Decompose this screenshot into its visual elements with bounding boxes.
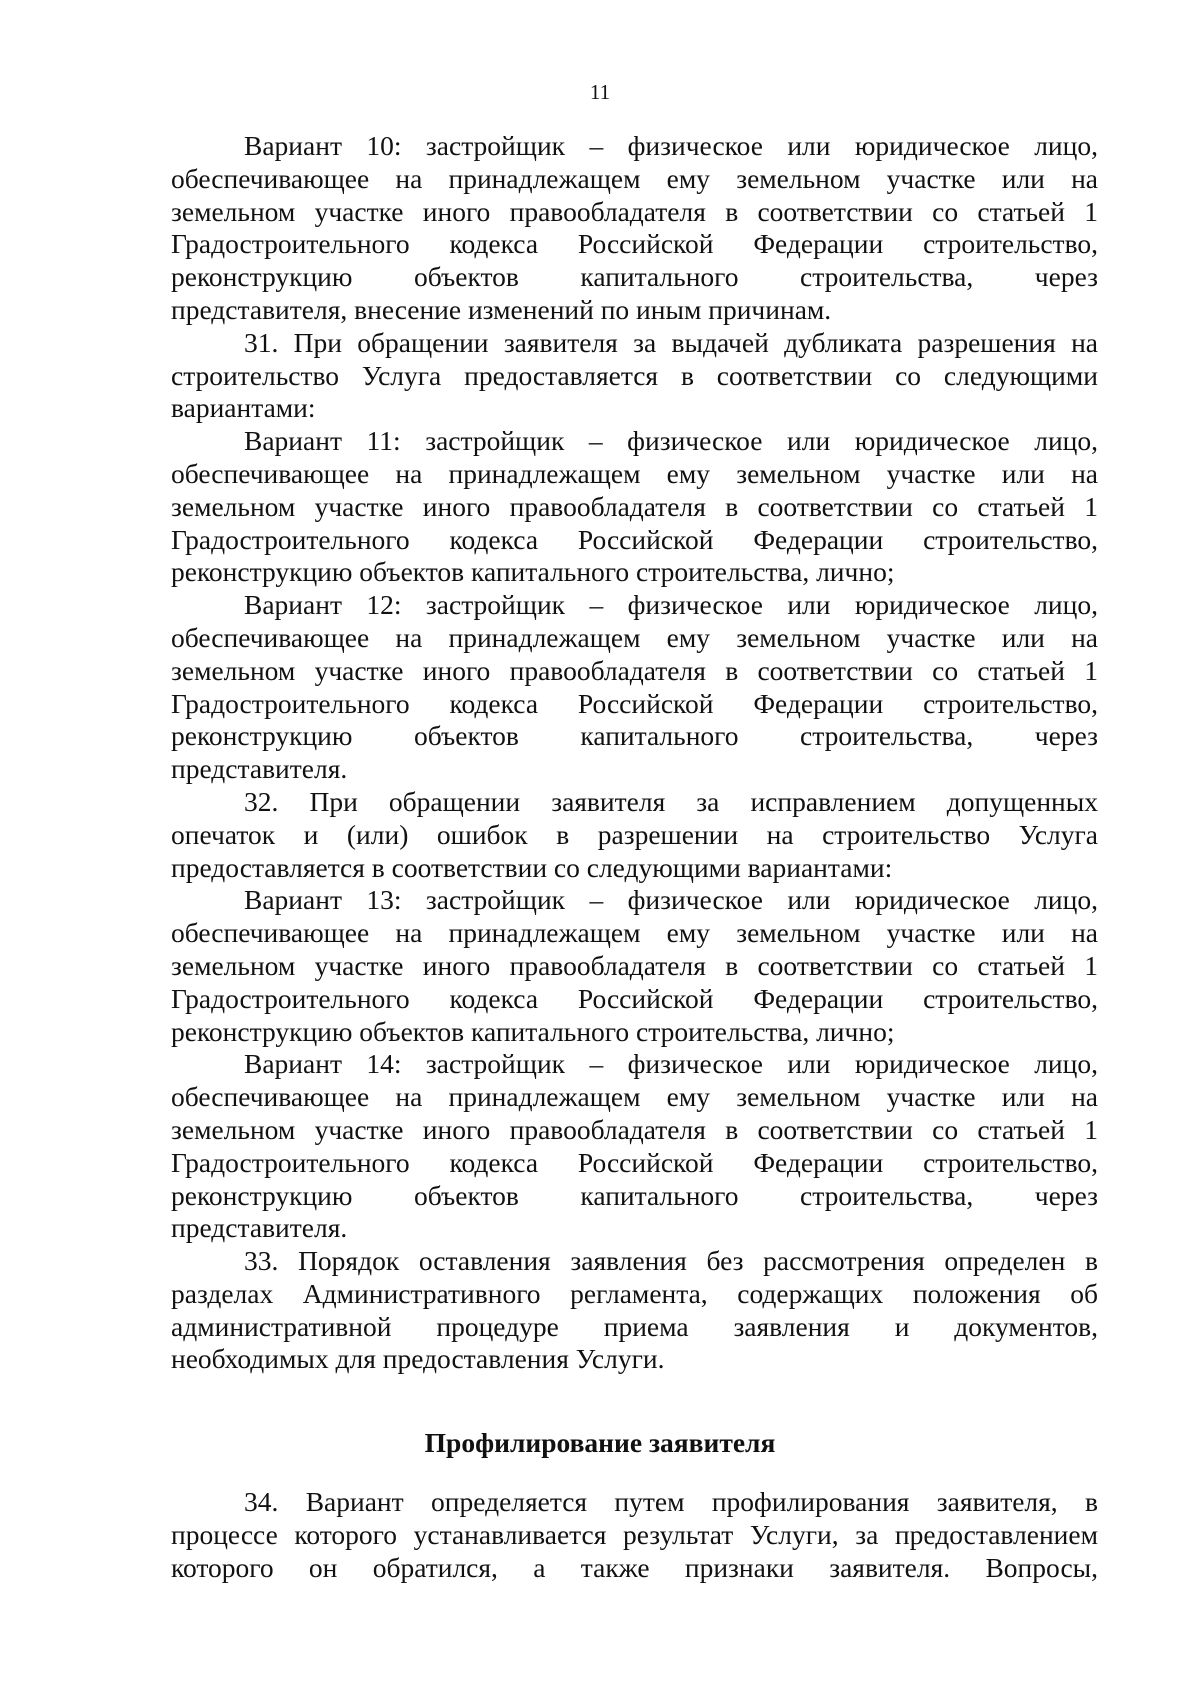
text-line: Вариант 12: застройщик – физическое или юридическое лицо, <box>244 589 1098 621</box>
text-line: представителя. <box>171 1212 348 1244</box>
text-line: обеспечивающее на принадлежащем ему земельном участке или на <box>171 162 1098 194</box>
text-line: 32. При обращении заявителя за исправлением допущенных <box>244 785 1098 817</box>
body-text-block-2 <box>171 1486 1098 1584</box>
section-heading: Профилирование заявителя <box>424 1427 776 1458</box>
text-line: обеспечивающее на принадлежащем ему земельном участке или на <box>171 1081 1098 1113</box>
text-line: земельном участке иного правообладателя в соответствии со статьей 1 <box>171 949 1098 981</box>
text-line: Вариант 14: застройщик – физическое или юридическое лицо, <box>244 1048 1098 1080</box>
text-line: Градостроительного кодекса Российской Федерации строительство, <box>171 687 1098 719</box>
text-line: Градостроительного кодекса Российской Федерации строительство, <box>171 982 1098 1014</box>
text-line: обеспечивающее на принадлежащем ему земельном участке или на <box>171 457 1098 489</box>
text-line: необходимых для предоставления Услуги. <box>171 1343 665 1375</box>
text-line: реконструкцию объектов капитального строительства, через <box>171 261 1098 293</box>
text-line: обеспечивающее на принадлежащем ему земельном участке или на <box>171 917 1098 949</box>
text-line: земельном участке иного правообладателя в соответствии со статьей 1 <box>171 654 1098 686</box>
text-line: Градостроительного кодекса Российской Федерации строительство, <box>171 228 1098 260</box>
text-line: процессе которого устанавливается результат Услуги, за предоставлением <box>171 1518 1098 1550</box>
text-line: земельном участке иного правообладателя в соответствии со статьей 1 <box>171 195 1098 227</box>
text-line: Градостроительного кодекса Российской Федерации строительство, <box>171 1146 1098 1178</box>
text-line: Вариант 13: застройщик – физическое или юридическое лицо, <box>244 884 1098 916</box>
text-line: административной процедуре приема заявления и документов, <box>171 1310 1098 1342</box>
text-line: реконструкцию объектов капитального строительства, лично; <box>171 1015 895 1047</box>
text-line: предоставляется в соответствии со следующими вариантами: <box>171 851 893 883</box>
text-line: строительство Услуга предоставляется в соответствии со следующими <box>171 359 1098 391</box>
text-line: земельном участке иного правообладателя в соответствии со статьей 1 <box>171 490 1098 522</box>
text-line: реконструкцию объектов капитального строительства, через <box>171 720 1098 752</box>
text-line: разделах Административного регламента, содержащих положения об <box>171 1277 1098 1309</box>
text-line: представителя, внесение изменений по иным причинам. <box>171 293 832 325</box>
text-line: Градостроительного кодекса Российской Федерации строительство, <box>171 523 1098 555</box>
text-line: вариантами: <box>171 392 316 424</box>
text-line: представителя. <box>171 753 348 785</box>
text-line: 33. Порядок оставления заявления без рассмотрения определен в <box>244 1245 1098 1277</box>
text-line: опечаток и (или) ошибок в разрешении на строительство Услуга <box>171 818 1098 850</box>
body-text-block-1 <box>171 130 1098 1376</box>
text-line: обеспечивающее на принадлежащем ему земельном участке или на <box>171 621 1098 653</box>
text-line: Вариант 11: застройщик – физическое или юридическое лицо, <box>244 425 1098 457</box>
text-line: Вариант 10: застройщик – физическое или юридическое лицо, <box>244 130 1098 161</box>
text-line: которого он обратился, а также признаки заявителя. Вопросы, <box>171 1551 1098 1583</box>
text-line: реконструкцию объектов капитального строительства, через <box>171 1179 1098 1211</box>
text-line: земельном участке иного правообладателя в соответствии со статьей 1 <box>171 1113 1098 1145</box>
page-number: 11 <box>589 80 611 104</box>
text-line: 31. При обращении заявителя за выдачей дубликата разрешения на <box>244 326 1098 358</box>
text-line: реконструкцию объектов капитального строительства, лично; <box>171 556 895 588</box>
text-line: 34. Вариант определяется путем профилирования заявителя, в <box>244 1486 1098 1517</box>
